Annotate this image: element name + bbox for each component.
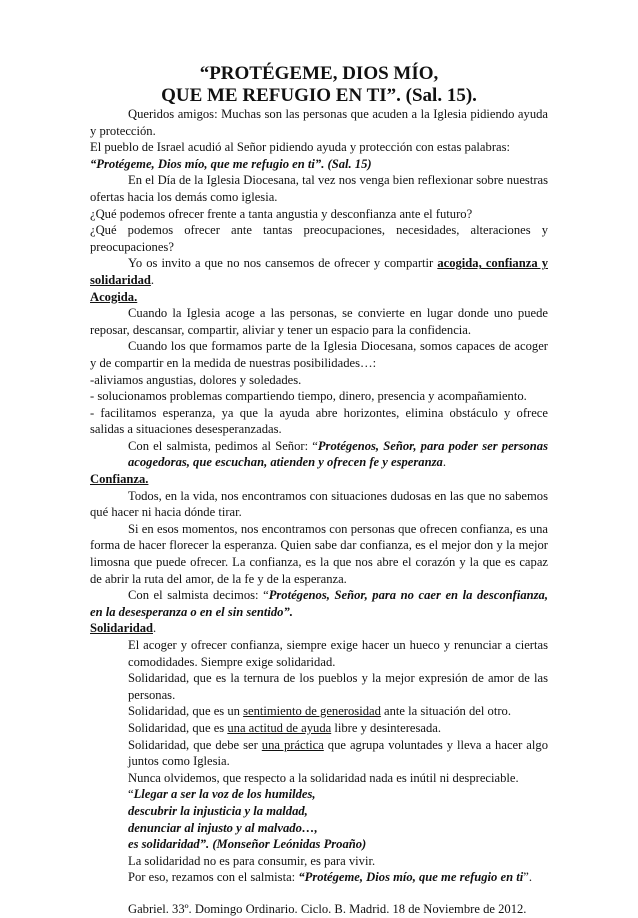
invitation-end: . [150, 272, 155, 287]
acogida-list-item-3: - facilitamos esperanza, ya que la ayuda abre horizontes, elimina obstáculo y ofrece salidas a situaciones desesperanzadas. [90, 405, 548, 437]
solidaridad-paragraph-7: La solidaridad no es para consumir, es para vivir. [128, 853, 376, 868]
acogida-prayer-end: . [442, 455, 446, 470]
heading-acogida: Acogida. [90, 289, 138, 304]
title-line-2: QUE ME REFUGIO EN TI”. (Sal. 15). [161, 85, 477, 106]
poem-line-1-text: Llegar a ser la voz de los humildes, [133, 787, 316, 802]
solidaridad-p3-underlined: sentimiento de generosidad [243, 704, 381, 719]
intro-paragraph: Queridos amigos: Muchas son las personas que acuden a la Iglesia pidiendo ayuda y protección. [90, 107, 548, 138]
solidaridad-p4-underlined: una actitud de ayuda [227, 720, 332, 735]
solidaridad-paragraph-4 [90, 720, 548, 737]
solidaridad-p5-text: Solidaridad, que debe ser [128, 737, 262, 752]
poem-line-2: descubrir la injusticia y la maldad, [128, 803, 308, 818]
acogida-list-item-2: - solucionamos problemas compartiendo tiempo, dinero, presencia y acompañamiento. [90, 389, 527, 404]
question-1: ¿Qué podemos ofrecer frente a tanta angustia y desconfianza ante el futuro? [90, 206, 473, 221]
solidaridad-p3-end: ante la situación del otro. [380, 704, 511, 719]
confianza-prayer-intro: Con el salmista decimos: “ [128, 588, 269, 603]
heading-solidaridad-period: . [153, 621, 157, 636]
solidaridad-p4-end: libre y desinteresada. [331, 720, 442, 735]
solidaridad-p5-end: que agrupa voluntades y lleva a hacer algo juntos como Iglesia. [128, 737, 548, 769]
invitation-text: Yo os invito a que no nos cansemos de ofrecer y compartir [128, 256, 438, 271]
closing-prayer [90, 869, 548, 886]
solidaridad-p4-text: Solidaridad, que es [128, 720, 228, 735]
document-body [90, 106, 548, 918]
title-line-1: “PROTÉGEME, DIOS MÍO, [199, 63, 439, 84]
heading-confianza: Confianza. [90, 472, 149, 487]
heading-solidaridad: Solidaridad [90, 621, 153, 636]
poem-line-3: denunciar al injusto y al malvado…, [128, 820, 318, 835]
solidaridad-p3-text: Solidaridad, que es un [128, 704, 244, 719]
diocesan-day-paragraph: En el Día de la Iglesia Diocesana, tal vez nos venga bien reflexionar sobre nuestras ofertas hacia los demás como iglesia. [90, 173, 548, 204]
acogida-prayer [90, 438, 548, 471]
solidaridad-paragraph-2: Solidaridad, que es la ternura de los pueblos y la mejor expresión de amor de las personas. [128, 671, 548, 702]
confianza-prayer [90, 587, 548, 620]
confianza-paragraph-2: Si en esos momentos, nos encontramos con personas que ofrecen confianza, es una forma de hacer florecer la esperanza. Quien sabe dar confianza, es el mejor don y la mejor limosna que puede ofrecer. La confianza, es la que nos abre el corazón y la que es capaz de abrir la ruta del amor, de la fe y de la esperanza. [90, 521, 548, 586]
invitation-paragraph [90, 255, 548, 288]
acogida-paragraph-2: Cuando los que formamos parte de la Iglesia Diocesana, somos capaces de acoger y de compartir en la medida de nuestras posibilidades…: [90, 339, 548, 370]
israel-paragraph: El pueblo de Israel acudió al Señor pidiendo ayuda y protección con estas palabras: [90, 140, 510, 155]
poem-line-1 [90, 786, 548, 803]
question-2: ¿Qué podemos ofrecer ante tantas preocupaciones, necesidades, alteraciones y preocupaciones? [90, 223, 548, 254]
solidaridad-paragraph-5 [90, 737, 548, 770]
psalm-quote: “Protégeme, Dios mío, que me refugio en ti”. (Sal. 15) [90, 156, 372, 171]
confianza-prayer-quote: Protégenos, Señor, para no caer en la desconfianza, en la desesperanza o en el sin sentido”. [90, 588, 548, 619]
invitation-keywords: acogida, confianza y solidaridad [90, 256, 548, 287]
poem-line-4: es solidaridad”. (Monseñor Leónidas Proaño) [128, 837, 367, 852]
acogida-prayer-intro: Con el salmista, pedimos al Señor: “ [128, 438, 318, 453]
solidaridad-paragraph-6: Nunca olvidemos, que respecto a la solidaridad nada es inútil ni despreciable. [128, 770, 519, 785]
acogida-paragraph-1: Cuando la Iglesia acoge a las personas, se convierte en lugar donde uno puede reposar, descansar, compartir, aliviar y tener un espacio para la confidencia. [90, 306, 548, 337]
spacer [90, 886, 548, 901]
acogida-prayer-quote: Protégenos, Señor, para poder ser personas acogedoras, que escuchan, atienden y ofrecen fe y esperanza [128, 438, 548, 470]
signature: Gabriel. 33º. Domingo Ordinario. Ciclo. B. Madrid. 18 de Noviembre de 2012. [128, 901, 527, 916]
solidaridad-paragraph-1: El acoger y ofrecer confianza, siempre exige hacer un hueco y renunciar a ciertas comodidades. Siempre exige solidaridad. [128, 638, 548, 669]
closing-prayer-end: ”. [523, 870, 532, 885]
solidaridad-paragraph-3 [90, 703, 548, 720]
solidaridad-p5-underlined: una práctica [261, 737, 324, 752]
solidaridad-heading-line [90, 620, 548, 637]
acogida-list-item-1: -aliviamos angustias, dolores y soledades. [90, 372, 302, 387]
poem-open-quote: “ [128, 787, 134, 802]
confianza-paragraph-1: Todos, en la vida, nos encontramos con situaciones dudosas en las que no sabemos qué hacer ni hacia dónde tirar. [90, 488, 548, 520]
closing-prayer-quote: “Protégeme, Dios mío, que me refugio en ti [298, 870, 524, 885]
closing-prayer-intro: Por eso, rezamos con el salmista: [128, 870, 299, 885]
